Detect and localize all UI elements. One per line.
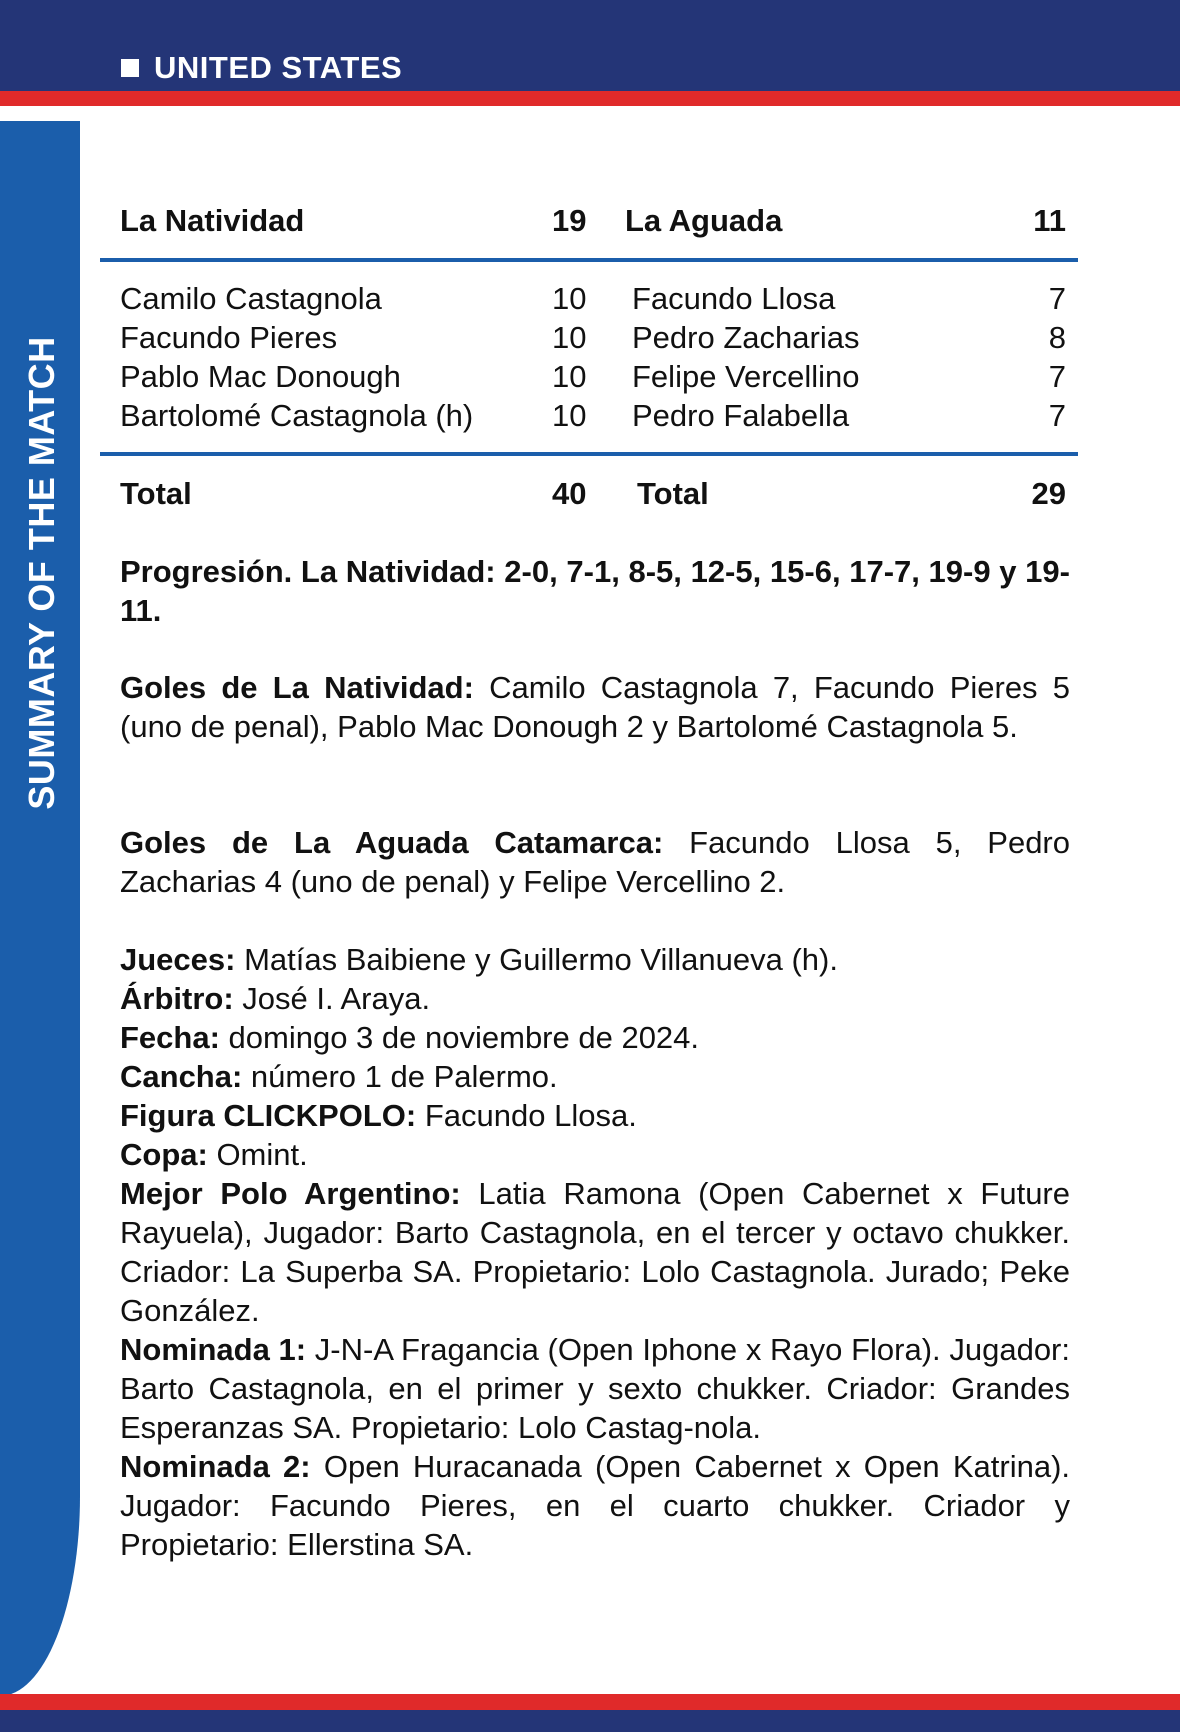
team1-total: 40 <box>552 476 587 511</box>
player-handicap: 7 <box>1048 281 1066 316</box>
player-name: Felipe Vercellino <box>632 359 860 394</box>
info-label: Fecha: <box>120 1020 220 1055</box>
player-name: Facundo Pieres <box>120 320 338 355</box>
player-name: Pedro Zacharias <box>632 320 860 355</box>
goals-team2 <box>120 823 1070 901</box>
team1-score: 19 <box>552 203 587 238</box>
info-line <box>120 979 1070 1018</box>
goals-team2-label: Goles de La Aguada Catamarca: <box>120 825 664 860</box>
sidebar-tab <box>0 121 80 1696</box>
info-label: Copa: <box>120 1137 208 1172</box>
info-line <box>120 1135 1070 1174</box>
square-bullet-icon <box>121 59 139 77</box>
player-handicap: 7 <box>1048 398 1066 433</box>
divider-bottom <box>100 452 1078 456</box>
header-bar <box>0 0 1180 106</box>
info-text: José I. Araya. <box>233 981 431 1016</box>
info-label: Jueces: <box>120 942 236 977</box>
info-line <box>120 1447 1070 1564</box>
player-name: Camilo Castagnola <box>120 281 382 316</box>
player-row <box>120 396 1070 435</box>
footer-bar <box>0 1694 1180 1732</box>
team1-name: La Natividad <box>120 203 305 238</box>
info-label: Árbitro: <box>120 981 234 1016</box>
team2-total: 29 <box>1031 476 1066 511</box>
info-text: número 1 de Palermo. <box>242 1059 558 1094</box>
info-line <box>120 1057 1070 1096</box>
info-label: Nominada 1: <box>120 1332 307 1367</box>
info-line <box>120 1096 1070 1135</box>
player-name: Pedro Falabella <box>632 398 850 433</box>
info-text: Latia Ramona (Open Cabernet x Future Rayuela), Jugador: Barto Castagnola, en el tercer y octavo chukker. Criador: La Superba SA. Propietario: Lolo Castagnola. Jurado; Peke González. <box>120 1176 1070 1328</box>
divider-top <box>100 258 1078 262</box>
player-row <box>120 318 1070 357</box>
player-handicap: 10 <box>552 359 587 394</box>
player-handicap: 8 <box>1048 320 1066 355</box>
info-text: Facundo Llosa. <box>416 1098 637 1133</box>
info-line <box>120 1018 1070 1057</box>
info-text: Open Huracanada (Open Cabernet x Open Katrina). Jugador: Facundo Pieres, en el cuarto chukker. Criador y Propietario: Ellerstina SA. <box>120 1449 1071 1562</box>
player-handicap: 10 <box>552 320 587 355</box>
player-name: Pablo Mac Donough <box>120 359 401 394</box>
info-line <box>120 1330 1070 1447</box>
player-handicap: 10 <box>552 281 587 316</box>
goals-team1-text: Camilo Castagnola 7, Facundo Pieres 5 (uno de penal), Pablo Mac Donough 2 y Bartolomé Castagnola 5. <box>120 670 1070 744</box>
teams-header <box>120 201 1070 240</box>
section-label <box>121 50 402 86</box>
player-row <box>120 279 1070 318</box>
team2-score: 11 <box>1033 203 1066 238</box>
footer-red-stripe <box>0 1694 1180 1710</box>
footer-navy-stripe <box>0 1710 1180 1732</box>
section-title: UNITED STATES <box>154 50 403 85</box>
info-line <box>120 1174 1070 1330</box>
info-label: Mejor Polo Argentino: <box>120 1176 461 1211</box>
player-handicap: 10 <box>552 398 587 433</box>
info-text: Matías Baibiene y Guillermo Villanueva (h). <box>235 942 838 977</box>
info-label: Figura CLICKPOLO: <box>120 1098 417 1133</box>
goals-team1 <box>120 668 1070 746</box>
team2-name: La Aguada <box>625 203 783 238</box>
match-details <box>120 940 1070 1564</box>
totals-row <box>120 474 1070 513</box>
info-text: Omint. <box>207 1137 308 1172</box>
player-name: Facundo Llosa <box>632 281 836 316</box>
info-text: J-N-A Fragancia (Open Iphone x Rayo Flora). Jugador: Barto Castagnola, en el primer y sexto chukker. Criador: Grandes Esperanzas SA. Propietario: Lolo Castag-nola. <box>120 1332 1070 1445</box>
info-label: Cancha: <box>120 1059 243 1094</box>
info-text: domingo 3 de noviembre de 2024. <box>219 1020 700 1055</box>
player-row <box>120 357 1070 396</box>
total-label: Total <box>637 476 709 511</box>
sidebar-label: SUMMARY OF THE MATCH <box>21 336 62 810</box>
info-label: Nominada 2: <box>120 1449 311 1484</box>
goals-team1-label: Goles de La Natividad: <box>120 670 474 705</box>
total-label: Total <box>120 476 192 511</box>
info-line <box>120 940 1070 979</box>
player-handicap: 7 <box>1048 359 1066 394</box>
header-red-stripe <box>0 91 1180 106</box>
player-name: Bartolomé Castagnola (h) <box>120 398 474 433</box>
progression: Progresión. La Natividad: 2-0, 7-1, 8-5, 12-5, 15-6, 17-7, 19-9 y 19-11. <box>120 554 1070 628</box>
goals-team2-text: Facundo Llosa 5, Pedro Zacharias 4 (uno de penal) y Felipe Vercellino 2. <box>120 825 1070 899</box>
